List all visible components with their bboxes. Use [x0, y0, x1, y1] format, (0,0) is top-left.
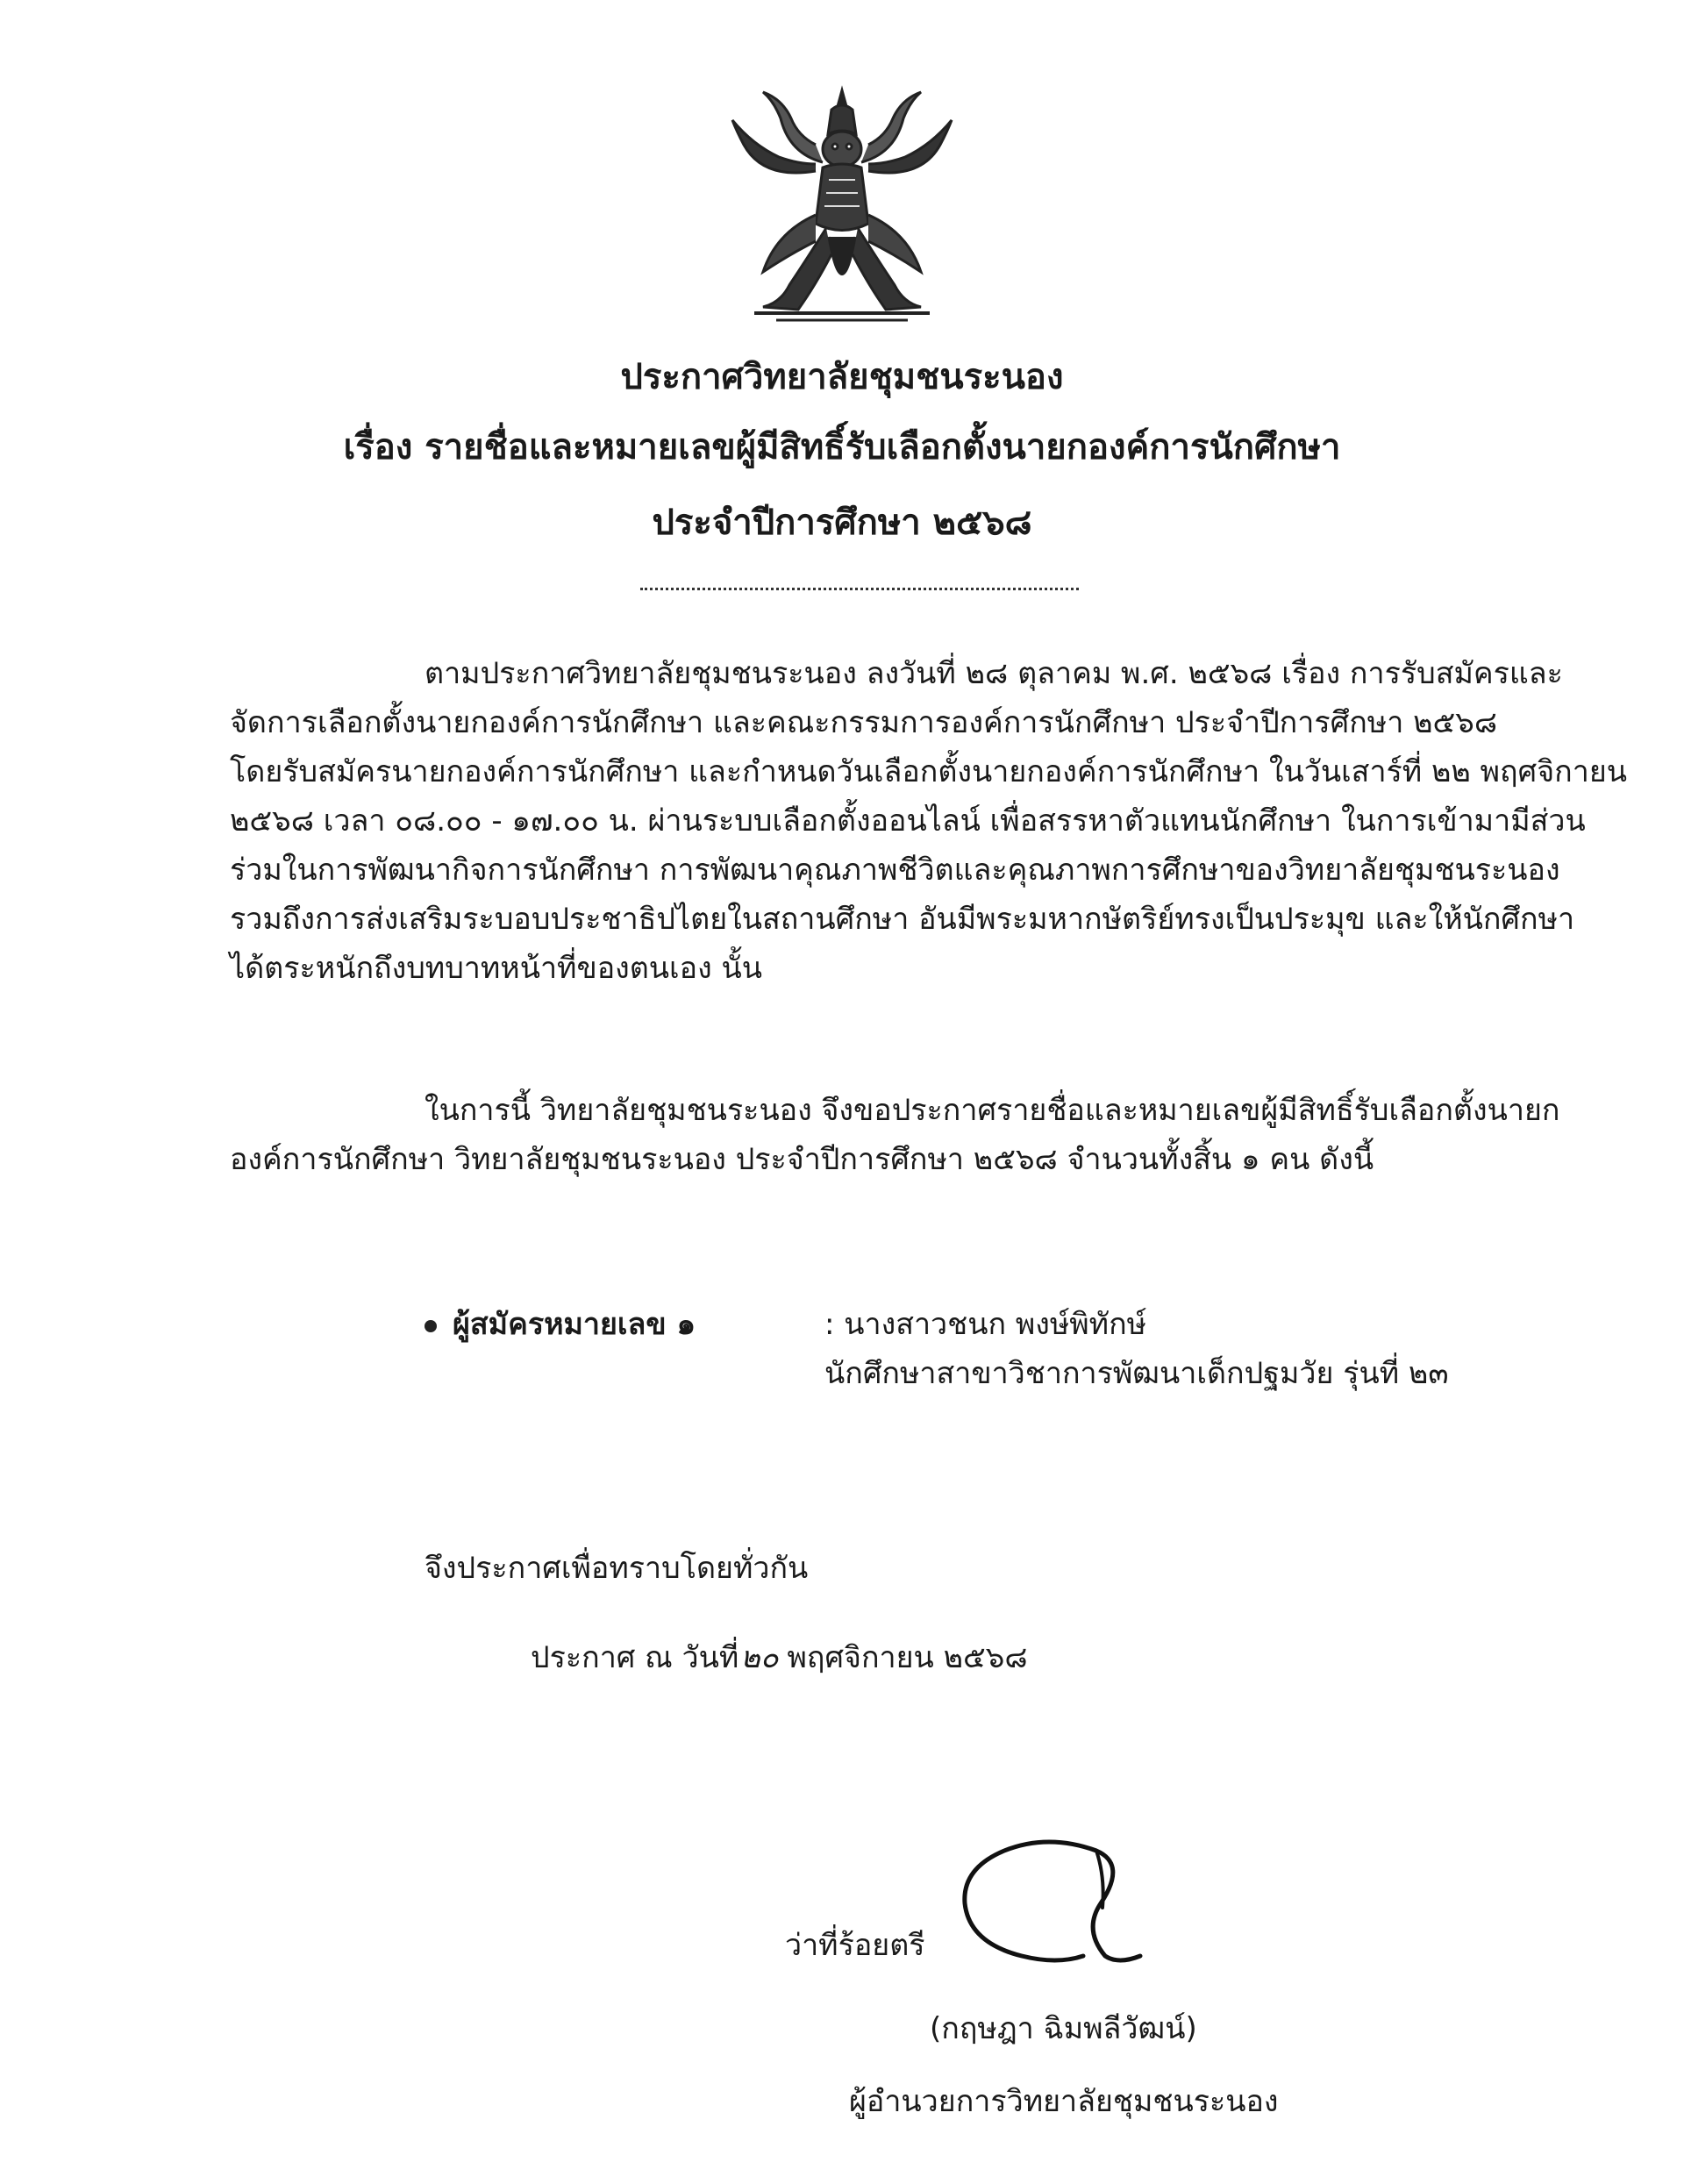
signatory-name: (กฤษฎา ฉิมพลีวัฒน์) [930, 2011, 1197, 2046]
paragraph-1-line: โดยรับสมัครนายกองค์การนักศึกษา และกำหนดวันเลือกตั้งนายกองค์การนักศึกษา ในวันเสาร์ที่ ๒๒ พฤศจิกายน [230, 754, 1627, 789]
paragraph-1-line: ได้ตระหนักถึงบทบาทหน้าที่ของตนเอง นั้น [230, 951, 762, 986]
paragraph-1-line: รวมถึงการส่งเสริมระบอบประชาธิปไตยในสถานศึกษา อันมีพระมหากษัตริย์ทรงเป็นประมุข และให้นักศึกษา [230, 902, 1575, 937]
paragraph-2 [230, 1086, 1560, 1184]
garuda-emblem-icon [728, 83, 956, 333]
date-day: ๒๐ [740, 1640, 779, 1675]
candidate-entry [425, 1300, 696, 1349]
paragraph-1-line: ตามประกาศวิทยาลัยชุมชนระนอง ลงวันที่ ๒๘ ตุลาคม พ.ศ. ๒๕๖๘ เรื่อง การรับสมัครและ [425, 656, 1563, 691]
signatory-title: ผู้อำนวยการวิทยาลัยชุมชนระนอง [849, 2084, 1279, 2119]
date-suffix: พฤศจิกายน ๒๕๖๘ [787, 1640, 1028, 1675]
title-line-2: เรื่อง รายชื่อและหมายเลขผู้มีสิทธิ์รับเลือกตั้งนายกองค์การนักศึกษา [343, 427, 1341, 467]
closing-statement: จึงประกาศเพื่อทราบโดยทั่วกัน [425, 1551, 809, 1586]
title-line-3: ประจำปีการศึกษา ๒๕๖๘ [652, 503, 1032, 543]
date-prefix: ประกาศ ณ วันที่ [531, 1640, 739, 1675]
candidate-name: : นางสาวชนก พงษ์พิทักษ์ [824, 1307, 1147, 1342]
signatory-rank: ว่าที่ร้อยตรี [785, 1928, 925, 1963]
paragraph-1-line: ร่วมในการพัฒนากิจการนักศึกษา การพัฒนาคุณภาพชีวิตและคุณภาพการศึกษาของวิทยาลัยชุมชนระนอง [230, 853, 1560, 888]
candidate-details [824, 1300, 1449, 1398]
candidate-label: ผู้สมัครหมายเลข ๑ [453, 1307, 696, 1342]
bullet-icon [425, 1320, 437, 1332]
paragraph-2-line: องค์การนักศึกษา วิทยาลัยชุมชนระนอง ประจำปีการศึกษา ๒๕๖๘ จำนวนทั้งสิ้น ๑ คน ดังนี้ [230, 1142, 1374, 1177]
candidate-program: นักศึกษาสาขาวิชาการพัฒนาเด็กปฐมวัย รุ่นที่ ๒๓ [824, 1356, 1449, 1391]
title-line-1: ประกาศวิทยาลัยชุมชนระนอง [620, 357, 1064, 397]
paragraph-1-line: จัดการเลือกตั้งนายกองค์การนักศึกษา และคณะกรรมการองค์การนักศึกษา ประจำปีการศึกษา ๒๕๖๘ [230, 705, 1498, 740]
announcement-date [531, 1633, 1028, 1681]
paragraph-1 [230, 649, 1627, 993]
paragraph-2-line: ในการนี้ วิทยาลัยชุมชนระนอง จึงขอประกาศรายชื่อและหมายเลขผู้มีสิทธิ์รับเลือกตั้งนายก [425, 1093, 1560, 1128]
signature-icon [952, 1824, 1162, 1969]
dotted-divider [640, 588, 1079, 590]
paragraph-1-line: ๒๕๖๘ เวลา ๐๘.๐๐ - ๑๗.๐๐ น. ผ่านระบบเลือกตั้งออนไลน์ เพื่อสรรหาตัวแทนนักศึกษา ในการเข้ามามีส่วน [230, 803, 1586, 839]
